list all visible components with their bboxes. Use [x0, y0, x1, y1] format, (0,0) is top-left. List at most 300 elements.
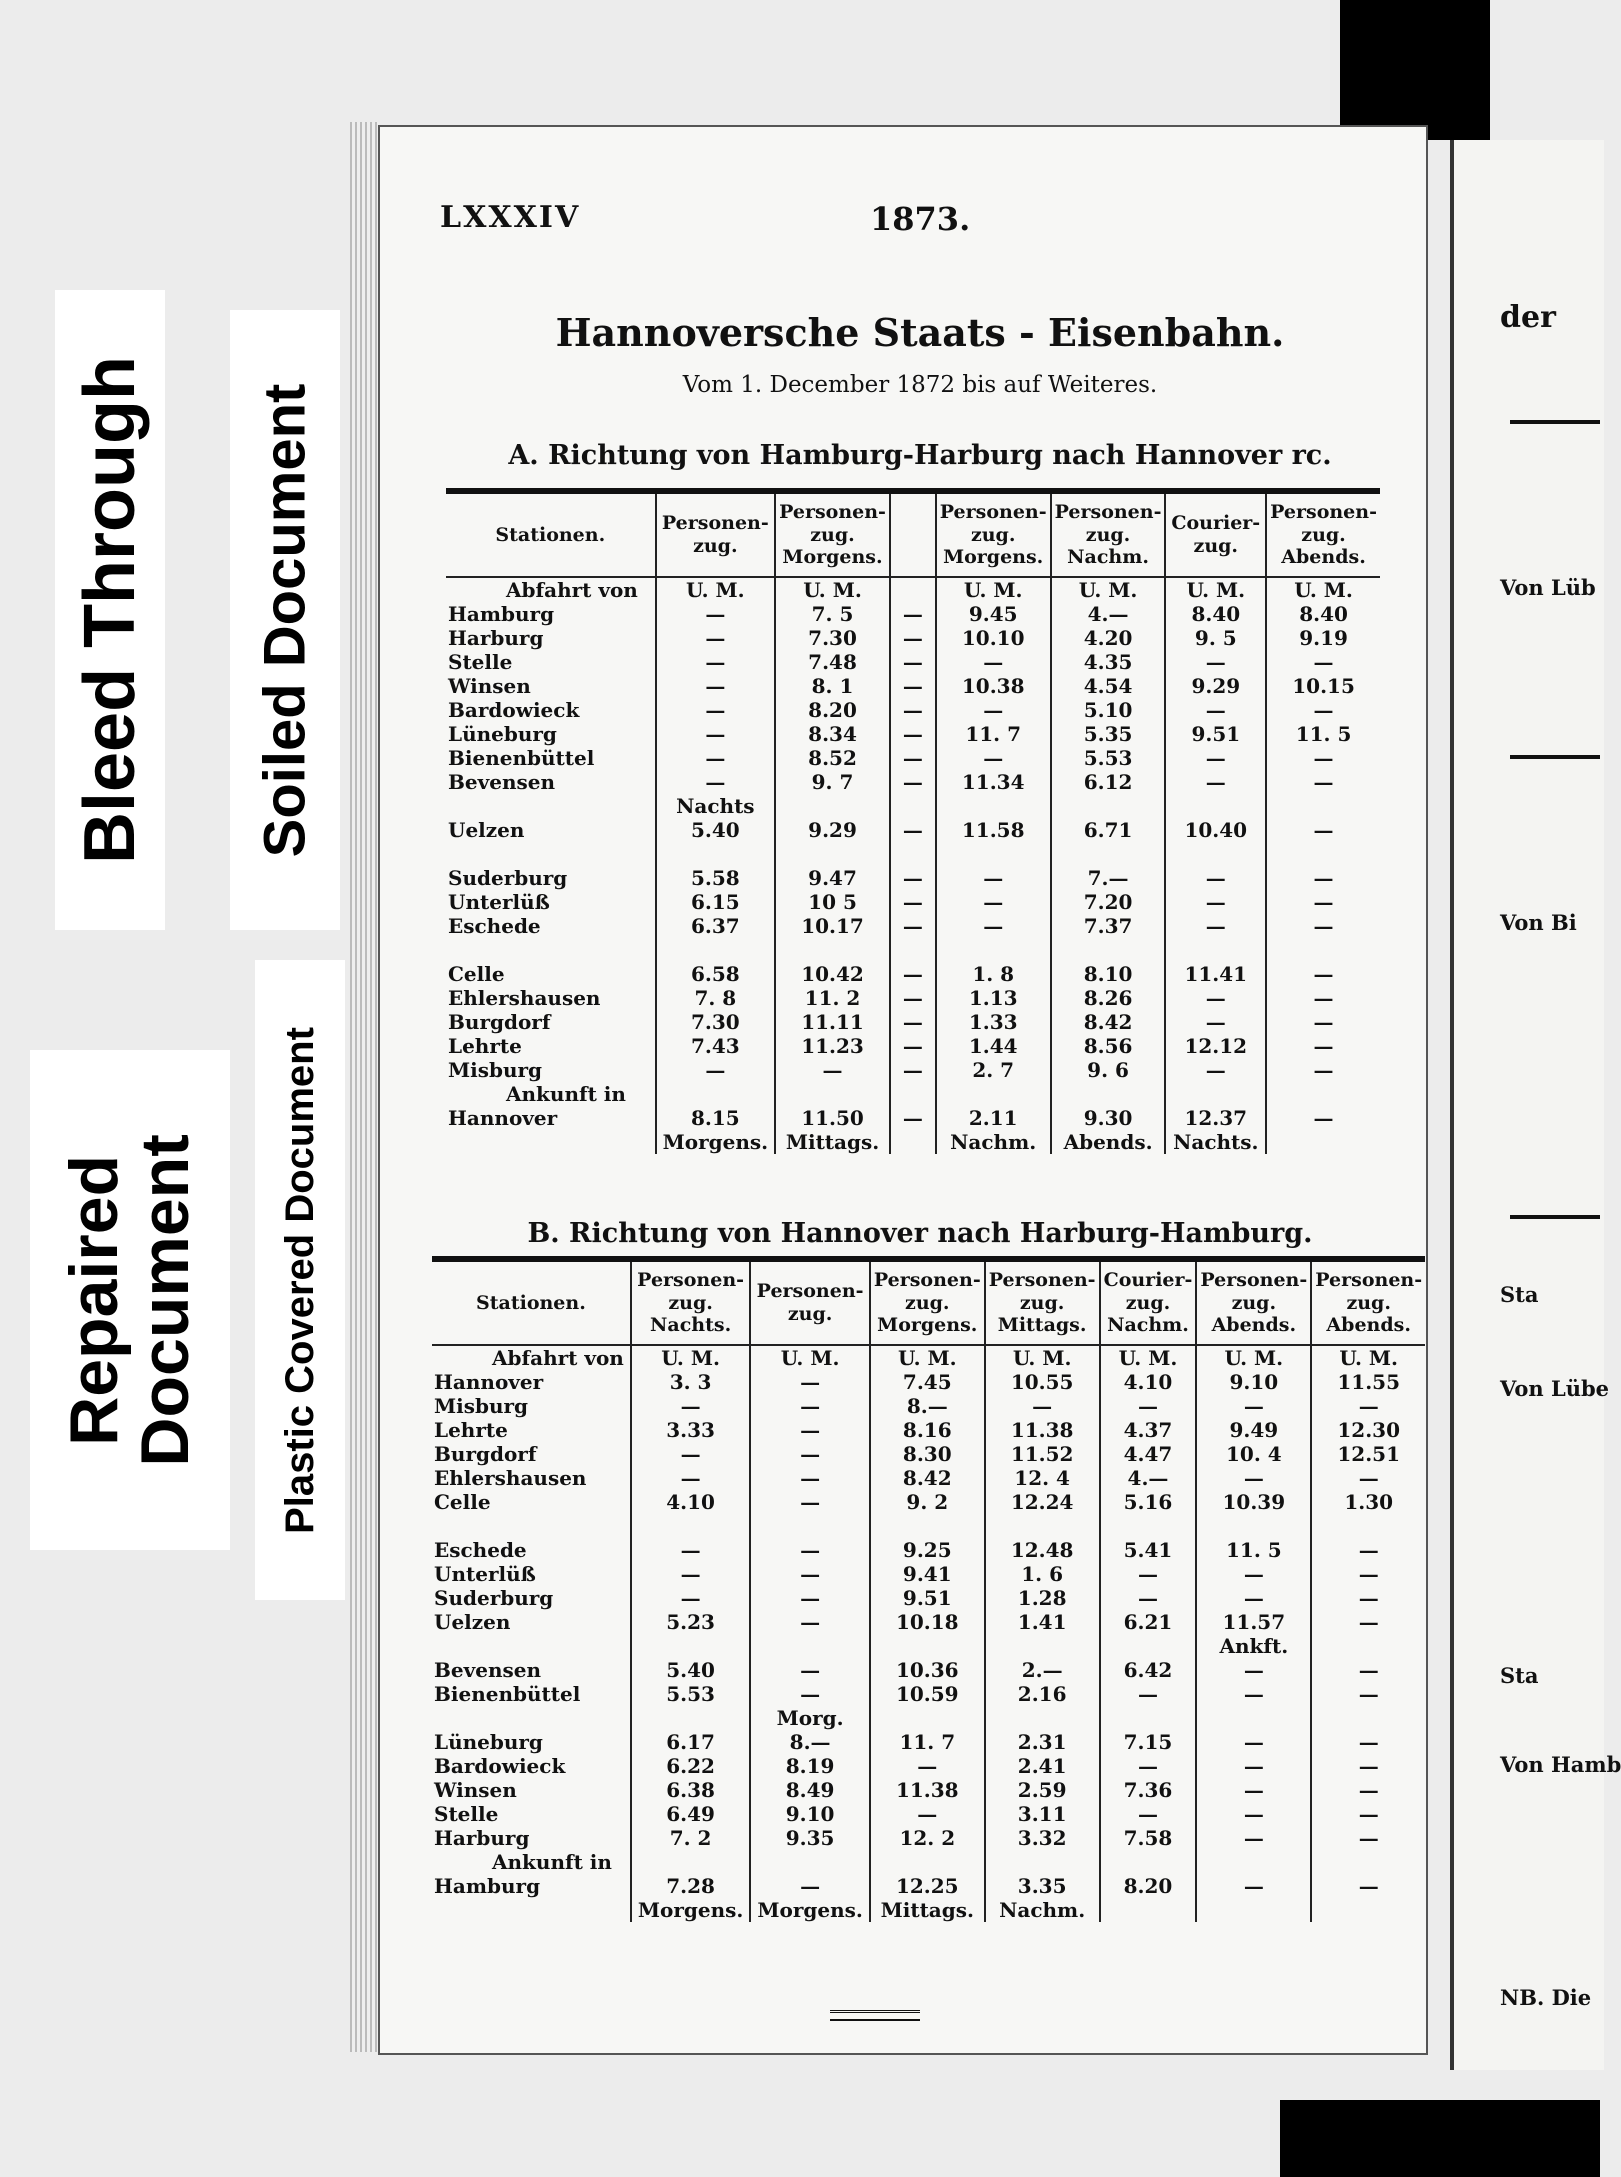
table-row: [446, 890, 1380, 914]
table-row: [432, 1754, 1425, 1778]
time-cell: 8.49: [750, 1778, 870, 1802]
table-row: [446, 986, 1380, 1010]
time-cell: —: [1266, 1034, 1380, 1058]
time-cell: [1165, 938, 1266, 962]
time-cell: —: [1266, 818, 1380, 842]
time-cell: 12. 2: [870, 1826, 985, 1850]
time-cell: [631, 1706, 751, 1730]
time-cell: 1.28: [985, 1586, 1100, 1610]
document-title: Hannoversche Staats - Eisenbahn.: [555, 310, 1285, 355]
station-cell: [432, 1634, 631, 1658]
time-cell: U. M.: [775, 577, 890, 602]
time-cell: —: [656, 674, 776, 698]
column-header: Personen-zug. Morgens.: [870, 1259, 985, 1345]
facing-page-fragment: Von Hamb: [1500, 1752, 1621, 1777]
time-cell: —: [1100, 1682, 1197, 1706]
time-cell: 3.35: [985, 1874, 1100, 1898]
time-cell: —: [750, 1418, 870, 1442]
table-row: [446, 1058, 1380, 1082]
time-cell: —: [1100, 1394, 1197, 1418]
time-cell: [631, 1634, 751, 1658]
bleed-through-text: Bleed Through: [70, 356, 151, 864]
time-cell: 7. 8: [656, 986, 776, 1010]
page-edges: [350, 122, 380, 2052]
time-cell: —: [631, 1538, 751, 1562]
table-row: [432, 1490, 1425, 1514]
time-cell: —: [890, 1010, 936, 1034]
time-cell: —: [1266, 962, 1380, 986]
time-cell: 10.39: [1196, 1490, 1311, 1514]
time-cell: 8.42: [1051, 1010, 1166, 1034]
column-header: Personen-zug. Nachts.: [631, 1259, 751, 1345]
table-row: [446, 770, 1380, 794]
time-cell: Morgens.: [656, 1130, 776, 1154]
time-cell: —: [1266, 914, 1380, 938]
time-cell: 8.30: [870, 1442, 985, 1466]
time-cell: 10 5: [775, 890, 890, 914]
time-cell: 9. 5: [1165, 626, 1266, 650]
time-cell: —: [1311, 1562, 1425, 1586]
time-cell: —: [631, 1586, 751, 1610]
time-cell: [750, 1850, 870, 1874]
time-cell: —: [750, 1562, 870, 1586]
station-cell: Harburg: [434, 1826, 530, 1850]
time-cell: —: [890, 1058, 936, 1082]
table-row: [446, 842, 1380, 866]
time-cell: 7.30: [775, 626, 890, 650]
time-cell: [656, 842, 776, 866]
time-cell: [936, 1082, 1051, 1106]
repaired-document-label: [30, 1050, 230, 1550]
table-row: [446, 914, 1380, 938]
time-cell: 12.12: [1165, 1034, 1266, 1058]
facing-page-fragment: NB. Die: [1500, 1985, 1592, 2010]
table-row: [446, 602, 1380, 626]
time-cell: 1.41: [985, 1610, 1100, 1634]
time-cell: U. M.: [1051, 577, 1166, 602]
time-cell: —: [750, 1610, 870, 1634]
time-cell: —: [1165, 866, 1266, 890]
time-cell: —: [1266, 1106, 1380, 1130]
table-row: [432, 1610, 1425, 1634]
time-cell: 8.40: [1165, 602, 1266, 626]
station-cell: Ehlershausen: [448, 986, 601, 1010]
time-cell: [890, 577, 936, 602]
time-cell: —: [1100, 1586, 1197, 1610]
station-cell: Lüneburg: [448, 722, 557, 746]
time-cell: 6.12: [1051, 770, 1166, 794]
time-cell: 12.37: [1165, 1106, 1266, 1130]
time-cell: [1311, 1850, 1425, 1874]
time-cell: 9. 7: [775, 770, 890, 794]
station-cell: Hamburg: [434, 1874, 541, 1898]
time-cell: [656, 1082, 776, 1106]
time-cell: 10. 4: [1196, 1442, 1311, 1466]
time-cell: 10.15: [1266, 674, 1380, 698]
time-cell: 8.42: [870, 1466, 985, 1490]
table-row: [432, 1634, 1425, 1658]
time-cell: 4.35: [1051, 650, 1166, 674]
time-cell: —: [985, 1394, 1100, 1418]
time-cell: 5.53: [631, 1682, 751, 1706]
time-cell: 10.38: [936, 674, 1051, 698]
time-cell: —: [890, 986, 936, 1010]
time-cell: U. M.: [985, 1345, 1100, 1370]
time-cell: 3.33: [631, 1418, 751, 1442]
time-cell: 11.41: [1165, 962, 1266, 986]
time-cell: 9. 6: [1051, 1058, 1166, 1082]
time-cell: —: [890, 674, 936, 698]
time-cell: 11. 5: [1266, 722, 1380, 746]
time-cell: [890, 938, 936, 962]
table-row: [446, 866, 1380, 890]
table-row: [446, 577, 1380, 602]
time-cell: 5.23: [631, 1610, 751, 1634]
time-cell: —: [750, 1490, 870, 1514]
time-cell: —: [1196, 1730, 1311, 1754]
table-row: [432, 1898, 1425, 1922]
time-cell: 8. 1: [775, 674, 890, 698]
time-cell: [870, 1706, 985, 1730]
table-row: [432, 1394, 1425, 1418]
time-cell: Morg.: [750, 1706, 870, 1730]
station-cell: [432, 1706, 631, 1730]
time-cell: Mittags.: [775, 1130, 890, 1154]
table-row: [446, 746, 1380, 770]
time-cell: [1051, 1082, 1166, 1106]
plastic-covered-label: [255, 960, 345, 1600]
time-cell: 6.71: [1051, 818, 1166, 842]
time-cell: [870, 1514, 985, 1538]
time-cell: [985, 1706, 1100, 1730]
time-cell: 4.—: [1100, 1466, 1197, 1490]
table-row: [432, 1778, 1425, 1802]
time-cell: —: [1311, 1826, 1425, 1850]
time-cell: U. M.: [870, 1345, 985, 1370]
time-cell: 4.47: [1100, 1442, 1197, 1466]
time-cell: [1196, 1898, 1311, 1922]
time-cell: [775, 938, 890, 962]
time-cell: 10.42: [775, 962, 890, 986]
time-cell: —: [1266, 650, 1380, 674]
column-header: Personen-zug. Morgens.: [775, 491, 890, 577]
time-cell: U. M.: [750, 1345, 870, 1370]
page-year: 1873.: [870, 200, 971, 238]
time-cell: [1165, 794, 1266, 818]
station-cell: Hamburg: [448, 602, 555, 626]
time-cell: 8.52: [775, 746, 890, 770]
time-cell: 10.59: [870, 1682, 985, 1706]
time-cell: 11.50: [775, 1106, 890, 1130]
time-cell: 9.29: [1165, 674, 1266, 698]
time-cell: 12.25: [870, 1874, 985, 1898]
station-cell: Suderburg: [448, 866, 568, 890]
facing-page: [1450, 140, 1621, 2070]
time-cell: 3.11: [985, 1802, 1100, 1826]
time-cell: [1266, 938, 1380, 962]
time-cell: [1165, 842, 1266, 866]
time-cell: —: [1165, 986, 1266, 1010]
time-cell: 10.17: [775, 914, 890, 938]
station-cell: Lüneburg: [434, 1730, 543, 1754]
time-cell: 9.41: [870, 1562, 985, 1586]
time-cell: 8.—: [750, 1730, 870, 1754]
facing-page-fragment: der: [1500, 300, 1556, 335]
time-cell: —: [750, 1370, 870, 1394]
page-header: [420, 200, 1420, 240]
time-cell: [985, 1634, 1100, 1658]
time-cell: 9.45: [936, 602, 1051, 626]
table-row: [446, 626, 1380, 650]
time-cell: 5.53: [1051, 746, 1166, 770]
time-cell: —: [656, 626, 776, 650]
time-cell: [1196, 1514, 1311, 1538]
time-cell: 8.15: [656, 1106, 776, 1130]
time-cell: —: [656, 770, 776, 794]
time-cell: 9.19: [1266, 626, 1380, 650]
column-header: Personen-zug. Abends.: [1196, 1259, 1311, 1345]
time-cell: [1196, 1850, 1311, 1874]
time-cell: 11.58: [936, 818, 1051, 842]
time-cell: 8.40: [1266, 602, 1380, 626]
time-cell: 4.10: [631, 1490, 751, 1514]
time-cell: 11.52: [985, 1442, 1100, 1466]
station-cell: Bardowieck: [448, 698, 580, 722]
column-header: Personen-zug. Mittags.: [985, 1259, 1100, 1345]
station-cell: Bevensen: [434, 1658, 542, 1682]
station-cell: [446, 1130, 656, 1154]
time-cell: 2.11: [936, 1106, 1051, 1130]
time-cell: —: [890, 626, 936, 650]
table-row: [432, 1850, 1425, 1874]
time-cell: [775, 794, 890, 818]
time-cell: 9.10: [1196, 1370, 1311, 1394]
station-cell: Eschede: [448, 914, 541, 938]
time-cell: U. M.: [936, 577, 1051, 602]
table-row: [446, 722, 1380, 746]
station-cell: Hannover: [448, 1106, 558, 1130]
time-cell: —: [1100, 1754, 1197, 1778]
time-cell: 7. 5: [775, 602, 890, 626]
time-cell: 7.15: [1100, 1730, 1197, 1754]
time-cell: —: [750, 1394, 870, 1418]
time-cell: [1051, 842, 1166, 866]
time-cell: Mittags.: [870, 1898, 985, 1922]
station-cell: Lehrte: [448, 1034, 522, 1058]
time-cell: [1266, 842, 1380, 866]
time-cell: —: [656, 698, 776, 722]
time-cell: 9.47: [775, 866, 890, 890]
time-cell: 2.16: [985, 1682, 1100, 1706]
time-cell: 6.58: [656, 962, 776, 986]
time-cell: —: [1196, 1802, 1311, 1826]
time-cell: [1266, 1082, 1380, 1106]
time-cell: [750, 1514, 870, 1538]
scan-border-bottom: [1280, 2100, 1600, 2177]
table-row: [432, 1730, 1425, 1754]
time-cell: —: [656, 650, 776, 674]
time-cell: 11.38: [985, 1418, 1100, 1442]
time-cell: —: [1266, 866, 1380, 890]
time-cell: 7.36: [1100, 1778, 1197, 1802]
time-cell: 8.19: [750, 1754, 870, 1778]
time-cell: —: [936, 866, 1051, 890]
time-cell: 5.40: [631, 1658, 751, 1682]
time-cell: [1266, 794, 1380, 818]
time-cell: 7.37: [1051, 914, 1166, 938]
time-cell: [1165, 1082, 1266, 1106]
time-cell: [631, 1514, 751, 1538]
station-cell: Uelzen: [434, 1610, 511, 1634]
time-cell: [936, 938, 1051, 962]
column-header: Personen-zug. Abends.: [1266, 491, 1380, 577]
time-cell: 6.38: [631, 1778, 751, 1802]
time-cell: U. M.: [1100, 1345, 1197, 1370]
time-cell: —: [1266, 698, 1380, 722]
station-cell: [432, 1514, 631, 1538]
table-row: [432, 1538, 1425, 1562]
time-cell: —: [870, 1754, 985, 1778]
time-cell: —: [870, 1802, 985, 1826]
time-cell: —: [1165, 914, 1266, 938]
time-cell: [936, 794, 1051, 818]
time-cell: 8.26: [1051, 986, 1166, 1010]
time-cell: Nachts.: [1165, 1130, 1266, 1154]
table-row: [446, 1010, 1380, 1034]
time-cell: 1.33: [936, 1010, 1051, 1034]
time-cell: —: [890, 722, 936, 746]
time-cell: —: [1311, 1802, 1425, 1826]
time-cell: —: [1311, 1466, 1425, 1490]
time-cell: [775, 1082, 890, 1106]
time-cell: [631, 1850, 751, 1874]
column-header: Personen-zug. Abends.: [1311, 1259, 1425, 1345]
time-cell: 1.44: [936, 1034, 1051, 1058]
table-row: [432, 1370, 1425, 1394]
station-cell: Ehlershausen: [434, 1466, 587, 1490]
table-row: [446, 1130, 1380, 1154]
time-cell: —: [775, 1058, 890, 1082]
station-cell: Hannover: [434, 1370, 544, 1394]
time-cell: —: [750, 1442, 870, 1466]
time-cell: —: [890, 866, 936, 890]
station-cell: [446, 938, 656, 962]
time-cell: 4.37: [1100, 1418, 1197, 1442]
facing-page-fragment: Sta: [1500, 1663, 1539, 1688]
time-cell: 2.31: [985, 1730, 1100, 1754]
time-cell: —: [1266, 1010, 1380, 1034]
time-cell: 7.30: [656, 1010, 776, 1034]
time-cell: —: [1311, 1874, 1425, 1898]
table-row: [432, 1874, 1425, 1898]
time-cell: —: [1196, 1562, 1311, 1586]
time-cell: 4.—: [1051, 602, 1166, 626]
time-cell: 6.15: [656, 890, 776, 914]
time-cell: 11.57: [1196, 1610, 1311, 1634]
facing-page-fragment: Von Lüb: [1500, 575, 1596, 600]
station-cell: [446, 794, 656, 818]
time-cell: 10.18: [870, 1610, 985, 1634]
table-row: [446, 650, 1380, 674]
time-cell: [1100, 1850, 1197, 1874]
time-cell: [1266, 1130, 1380, 1154]
time-cell: —: [656, 602, 776, 626]
station-cell: [446, 842, 656, 866]
time-cell: —: [1311, 1778, 1425, 1802]
time-cell: 5.41: [1100, 1538, 1197, 1562]
time-cell: 8.10: [1051, 962, 1166, 986]
time-cell: —: [1165, 890, 1266, 914]
time-cell: 8.20: [775, 698, 890, 722]
time-cell: —: [890, 746, 936, 770]
time-cell: 11.34: [936, 770, 1051, 794]
time-cell: —: [1196, 1754, 1311, 1778]
time-cell: —: [1266, 1058, 1380, 1082]
time-cell: —: [1165, 1058, 1266, 1082]
facing-page-rule: [1510, 420, 1600, 424]
facing-page-fragment: Von Bi: [1500, 910, 1577, 935]
time-cell: Morgens.: [631, 1898, 751, 1922]
time-cell: 10.55: [985, 1370, 1100, 1394]
time-cell: —: [1100, 1802, 1197, 1826]
time-cell: 3. 3: [631, 1370, 751, 1394]
time-cell: 9.25: [870, 1538, 985, 1562]
time-cell: —: [631, 1466, 751, 1490]
column-header: [890, 491, 936, 577]
time-cell: [1100, 1706, 1197, 1730]
table-row: [446, 962, 1380, 986]
facing-page-rule: [1510, 755, 1600, 759]
time-cell: 10.10: [936, 626, 1051, 650]
section-b-title: B. Richtung von Hannover nach Harburg-Hamburg.: [527, 1218, 1313, 1249]
time-cell: 2.—: [985, 1658, 1100, 1682]
time-cell: 1.30: [1311, 1490, 1425, 1514]
table-row: [446, 698, 1380, 722]
station-cell: Stelle: [448, 650, 513, 674]
station-cell: Celle: [448, 962, 505, 986]
station-cell: Unterlüß: [448, 890, 550, 914]
time-cell: 8.56: [1051, 1034, 1166, 1058]
station-cell: Winsen: [434, 1778, 517, 1802]
station-cell: [432, 1898, 631, 1922]
time-cell: —: [750, 1538, 870, 1562]
soiled-document-text: Soiled Document: [252, 383, 318, 857]
table-row: [446, 938, 1380, 962]
time-cell: 8.16: [870, 1418, 985, 1442]
time-cell: 12. 4: [985, 1466, 1100, 1490]
time-cell: —: [1196, 1778, 1311, 1802]
table-row: [432, 1514, 1425, 1538]
time-cell: —: [1165, 1010, 1266, 1034]
facing-page-rule: [1510, 1215, 1600, 1219]
time-cell: —: [1196, 1874, 1311, 1898]
time-cell: U. M.: [1311, 1345, 1425, 1370]
time-cell: —: [631, 1394, 751, 1418]
time-cell: U. M.: [1266, 577, 1380, 602]
table-row: [432, 1466, 1425, 1490]
time-cell: U. M.: [1165, 577, 1266, 602]
time-cell: —: [890, 602, 936, 626]
table-row: [432, 1706, 1425, 1730]
time-cell: [775, 842, 890, 866]
time-cell: 9.51: [1165, 722, 1266, 746]
time-cell: 11. 2: [775, 986, 890, 1010]
time-cell: —: [1266, 770, 1380, 794]
time-cell: 9.51: [870, 1586, 985, 1610]
time-cell: 4.20: [1051, 626, 1166, 650]
time-cell: —: [936, 746, 1051, 770]
time-cell: 10.36: [870, 1658, 985, 1682]
